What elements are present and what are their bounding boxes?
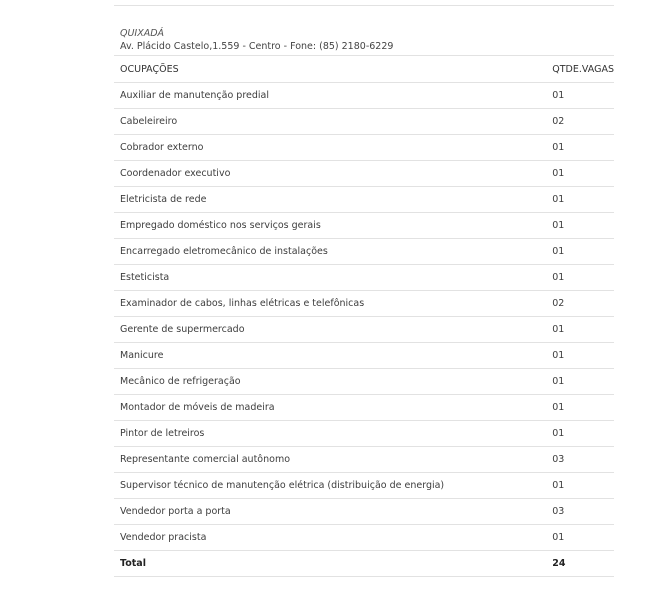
table-row xyxy=(114,317,614,343)
table-row xyxy=(114,239,614,265)
occupation-cell: Coordenador executivo xyxy=(114,161,552,187)
vacancies-cell: 03 xyxy=(552,447,614,473)
occupation-cell: Examinador de cabos, linhas elétricas e telefônicas xyxy=(114,291,552,317)
city-address: Av. Plácido Castelo,1.559 - Centro - Fone: (85) 2180-6229 xyxy=(120,41,394,52)
vacancies-cell: 03 xyxy=(552,499,614,525)
table-row xyxy=(114,161,614,187)
table-row xyxy=(114,213,614,239)
header-occupation: OCUPAÇÕES xyxy=(114,56,552,83)
occupation-cell: Esteticista xyxy=(114,265,552,291)
vacancies-cell: 01 xyxy=(552,265,614,291)
top-divider xyxy=(114,5,614,6)
occupation-cell: Vendedor pracista xyxy=(114,525,552,551)
occupation-cell: Supervisor técnico de manutenção elétrica (distribuição de energia) xyxy=(114,473,552,499)
table-row xyxy=(114,135,614,161)
vacancies-cell: 01 xyxy=(552,213,614,239)
table-total-row xyxy=(114,551,614,577)
vacancies-cell: 01 xyxy=(552,161,614,187)
vacancies-cell: 01 xyxy=(552,525,614,551)
occupation-cell: Eletricista de rede xyxy=(114,187,552,213)
vacancies-table xyxy=(114,55,614,577)
vacancies-cell: 01 xyxy=(552,83,614,109)
occupation-cell: Gerente de supermercado xyxy=(114,317,552,343)
vacancies-cell: 01 xyxy=(552,187,614,213)
header-vacancies: QTDE.VAGAS xyxy=(552,56,614,83)
table-row xyxy=(114,369,614,395)
vacancies-cell: 02 xyxy=(552,109,614,135)
table-row xyxy=(114,473,614,499)
table-row xyxy=(114,499,614,525)
occupation-cell: Mecânico de refrigeração xyxy=(114,369,552,395)
occupation-cell: Pintor de letreiros xyxy=(114,421,552,447)
table-row xyxy=(114,109,614,135)
table-body xyxy=(114,83,614,551)
vacancies-cell: 01 xyxy=(552,395,614,421)
table-header-row xyxy=(114,56,614,83)
occupation-cell: Montador de móveis de madeira xyxy=(114,395,552,421)
table-row xyxy=(114,395,614,421)
occupation-cell: Cabeleireiro xyxy=(114,109,552,135)
table-row xyxy=(114,447,614,473)
vacancies-cell: 01 xyxy=(552,239,614,265)
occupation-cell: Vendedor porta a porta xyxy=(114,499,552,525)
table-row xyxy=(114,265,614,291)
table-row xyxy=(114,83,614,109)
occupation-cell: Representante comercial autônomo xyxy=(114,447,552,473)
vacancies-cell: 01 xyxy=(552,135,614,161)
occupation-cell: Empregado doméstico nos serviços gerais xyxy=(114,213,552,239)
table-row xyxy=(114,343,614,369)
table-row xyxy=(114,187,614,213)
vacancies-cell: 01 xyxy=(552,317,614,343)
occupation-cell: Auxiliar de manutenção predial xyxy=(114,83,552,109)
job-listing xyxy=(114,0,614,577)
occupation-cell: Cobrador externo xyxy=(114,135,552,161)
vacancies-cell: 01 xyxy=(552,473,614,499)
vacancies-cell: 02 xyxy=(552,291,614,317)
table-row xyxy=(114,291,614,317)
total-qty: 24 xyxy=(552,551,614,577)
vacancies-cell: 01 xyxy=(552,421,614,447)
vacancies-cell: 01 xyxy=(552,369,614,395)
vacancies-cell: 01 xyxy=(552,343,614,369)
occupation-cell: Encarregado eletromecânico de instalações xyxy=(114,239,552,265)
city-name: QUIXADÁ xyxy=(120,28,165,39)
table-row xyxy=(114,525,614,551)
table-row xyxy=(114,421,614,447)
occupation-cell: Manicure xyxy=(114,343,552,369)
total-label: Total xyxy=(114,551,552,577)
